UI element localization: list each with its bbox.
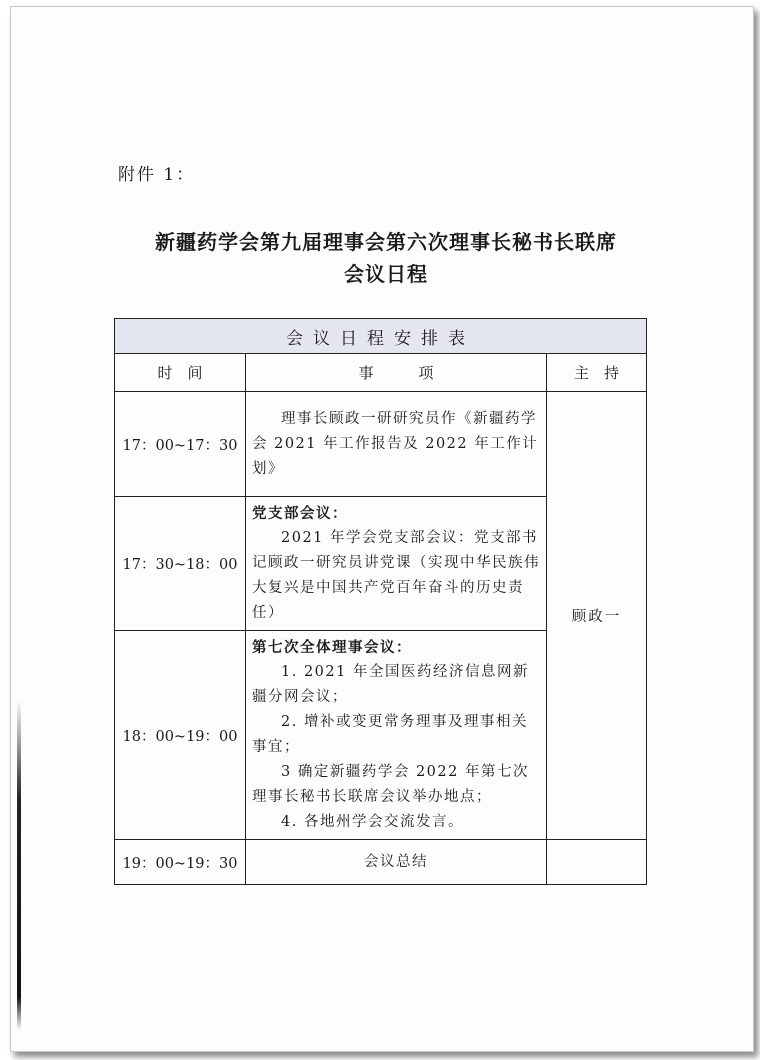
row-time: 18：00~19：00 [115, 631, 246, 840]
schedule-table [114, 318, 647, 885]
row-item-text: 会议总结 [364, 853, 428, 870]
scan-edge-shadow [17, 700, 21, 1030]
row-time: 19：00~19：30 [115, 840, 246, 885]
host-cell: 顾政一 [547, 392, 647, 840]
row-item-text: 3 确定新疆药学会 2022 年第七次理事长秘书长联席会议举办地点； [252, 764, 529, 805]
attachment-label: 附件 1： [118, 165, 196, 185]
row-item [246, 392, 547, 497]
host-cell-empty [547, 840, 647, 885]
table-row [115, 392, 647, 497]
row-item-text: 理事长顾政一研研究员作《新疆药学会 2021 年工作报告及 2022 年工作计划》 [252, 410, 539, 477]
row-item [246, 497, 547, 631]
document-title-line1: 新疆药学会第九届理事会第六次理事长秘书长联席 [155, 230, 617, 254]
table-header-row [115, 354, 647, 392]
row-item-label: 党支部会议： [252, 505, 348, 522]
table-caption-row [115, 319, 647, 354]
row-time: 17：00~17：30 [115, 392, 246, 497]
row-item-text: 2. 增补或变更常务理事及理事相关事宜； [252, 714, 528, 755]
row-time: 17：30~18：00 [115, 497, 246, 631]
table-caption: 会议日程安排表 [115, 319, 647, 354]
header-item: 事 项 [246, 354, 547, 392]
row-item-text: 4. 各地州学会交流发言。 [281, 814, 464, 830]
row-item [246, 631, 547, 840]
row-item [246, 840, 547, 885]
table-row [115, 840, 647, 885]
document-title-line2: 会议日程 [344, 262, 428, 286]
row-item-text: 2021 年学会党支部会议：党支部书记顾政一研究员讲党课（实现中华民族伟大复兴是中国共产党百年奋斗的历史责任） [252, 530, 540, 621]
row-item-label: 第七次全体理事会议： [252, 639, 412, 656]
header-time: 时 间 [115, 354, 246, 392]
header-host: 主 持 [547, 354, 647, 392]
row-item-text: 1. 2021 年全国医药经济信息网新疆分网会议； [252, 664, 529, 705]
